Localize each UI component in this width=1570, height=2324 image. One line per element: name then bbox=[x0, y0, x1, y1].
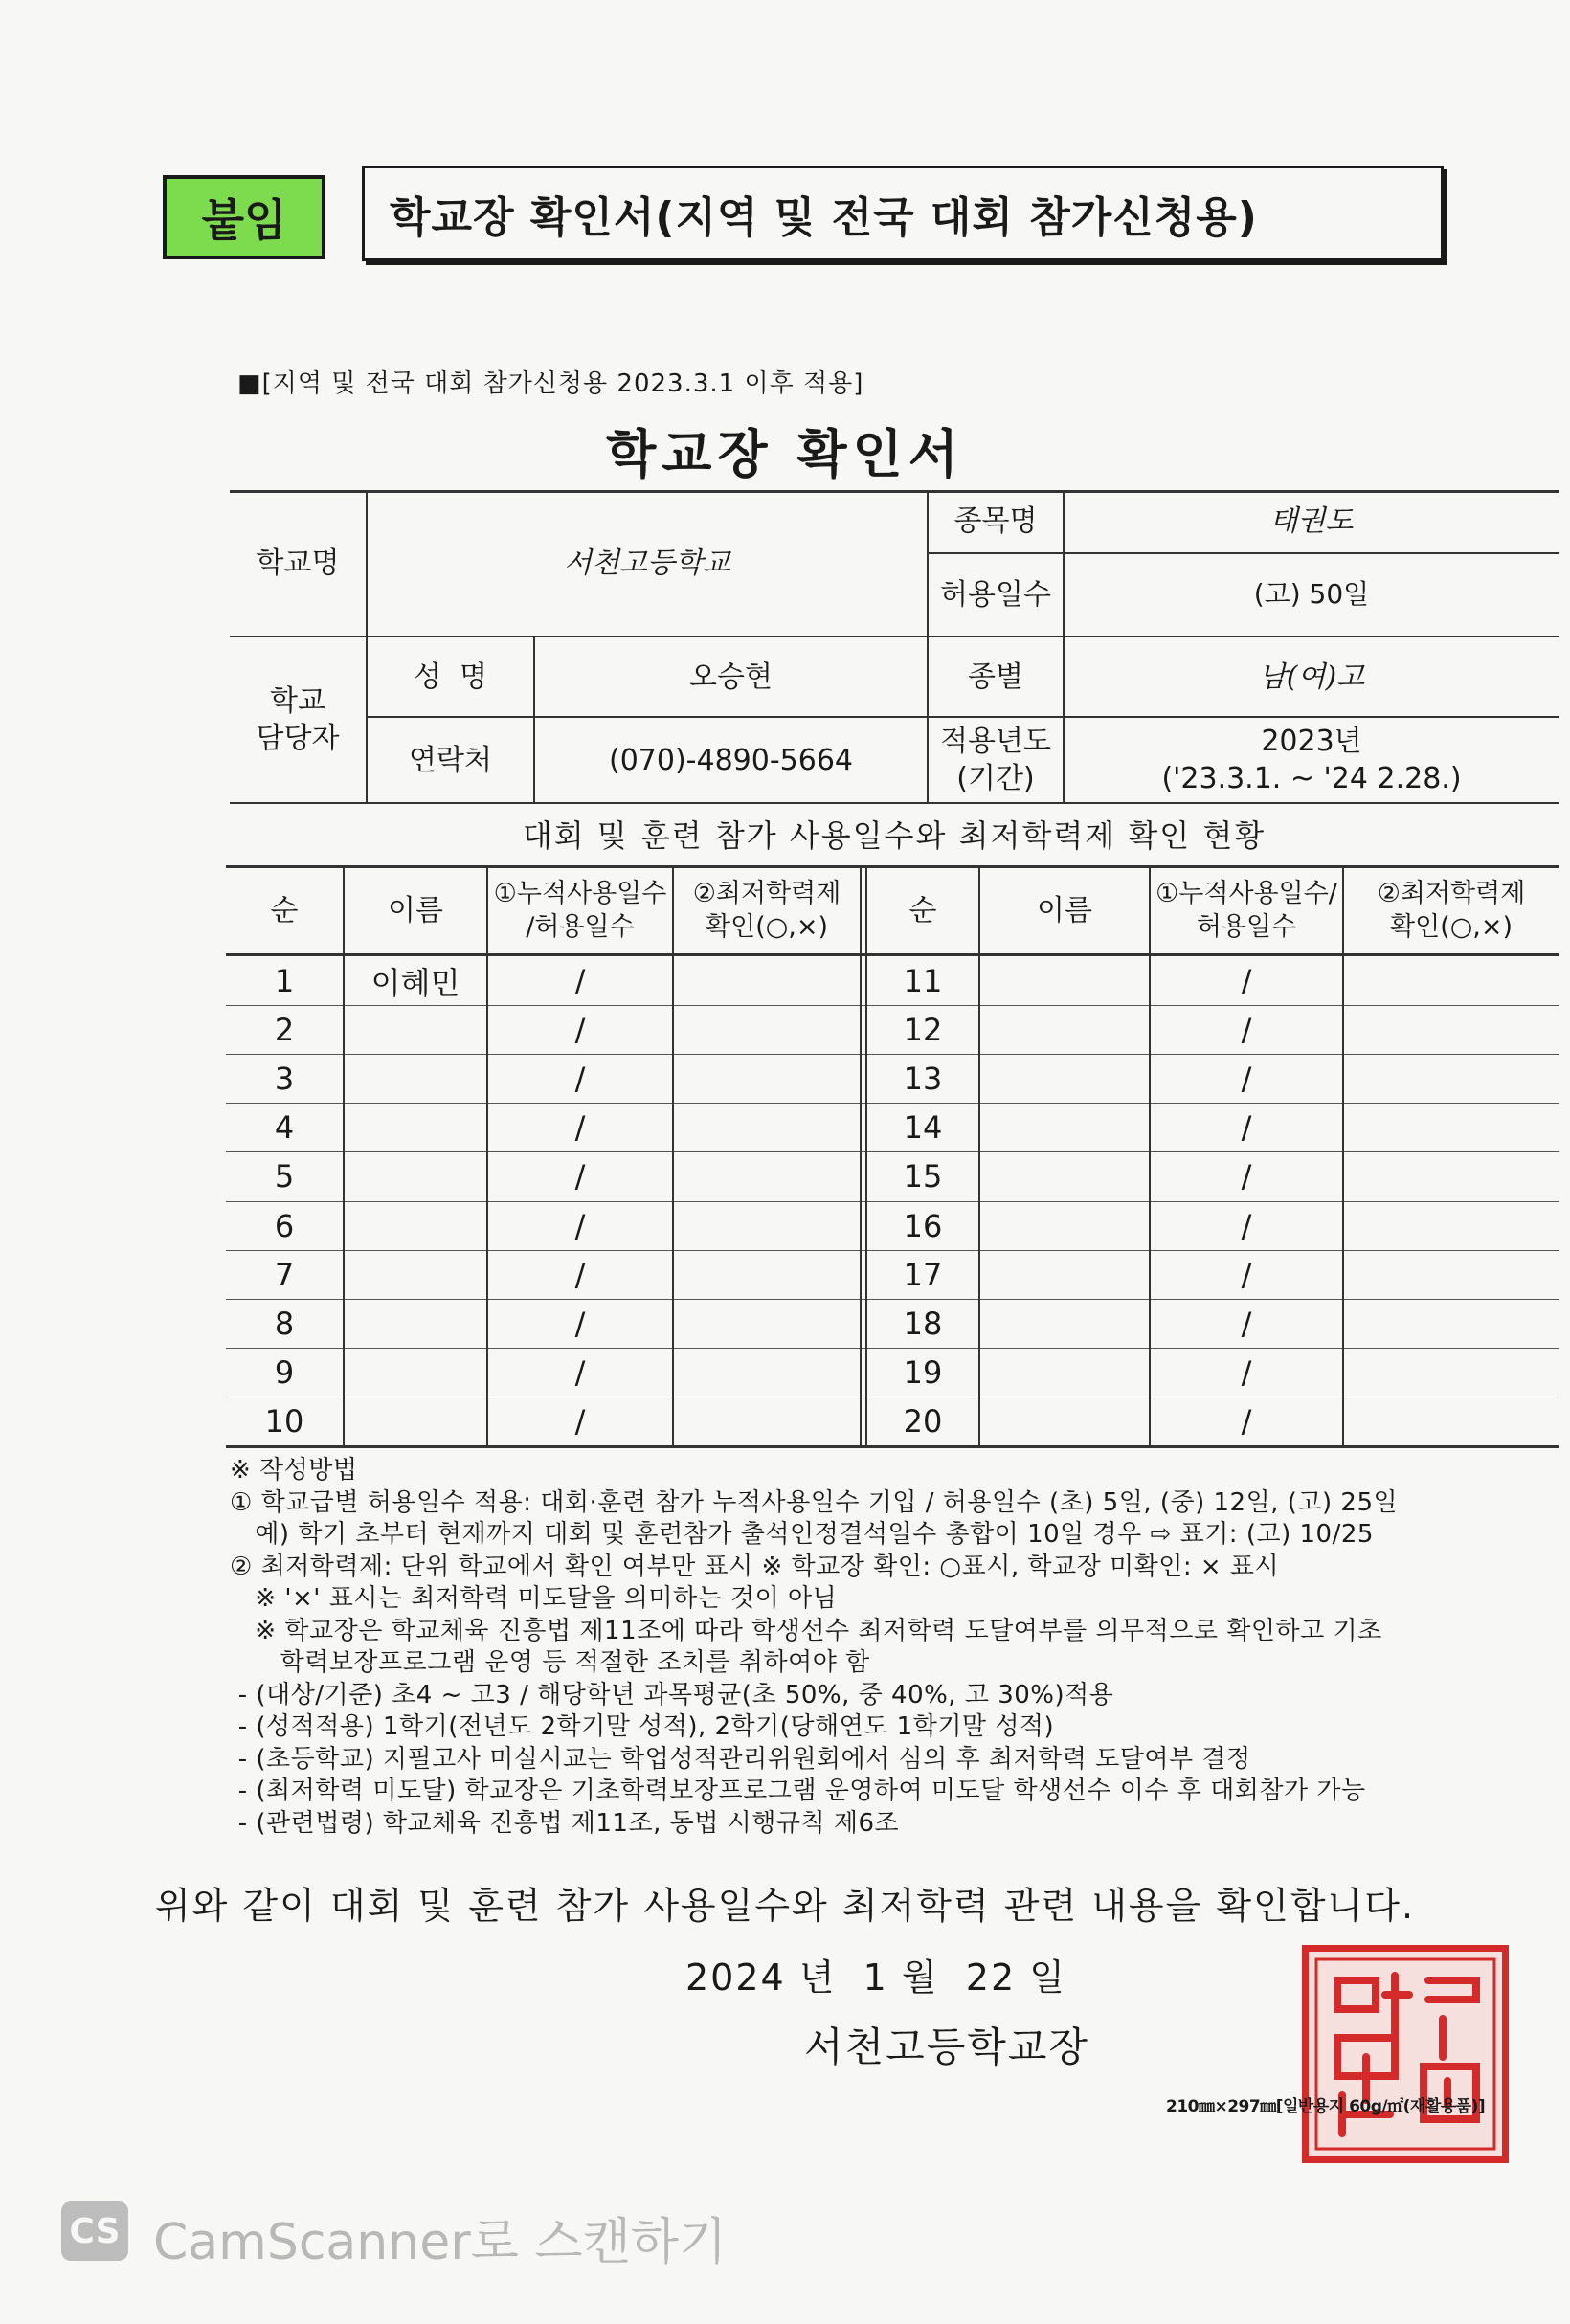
school-name-label: 학교명 bbox=[256, 546, 340, 580]
school-name-value: 서천고등학교 bbox=[564, 546, 730, 580]
record-right-5-days: / bbox=[1241, 1157, 1252, 1195]
record-left-1-days: / bbox=[574, 962, 586, 999]
col-header-days-left: ①누적사용일수 /허용일수 bbox=[493, 878, 667, 942]
instruction-line: ② 최저학력제: 단위 학교에서 확인 여부만 표시 ※ 학교장 확인: ○표시, 학교장 미확인: × 표시 bbox=[230, 1552, 1280, 1581]
record-left-7-days: / bbox=[574, 1256, 586, 1293]
record-left-2-name bbox=[345, 1005, 486, 1054]
instruction-line: 학력보장프로그램 운영 등 적절한 조치를 취하여야 함 bbox=[230, 1648, 870, 1677]
record-right-10-name bbox=[980, 1397, 1149, 1445]
record-left-4-name bbox=[345, 1103, 486, 1151]
record-right-1-days: / bbox=[1241, 962, 1252, 999]
record-right-2-days: / bbox=[1241, 1011, 1252, 1048]
record-right-7-days: / bbox=[1241, 1256, 1252, 1293]
record-left-3-no: 3 bbox=[274, 1060, 295, 1097]
record-left-6-check bbox=[674, 1201, 860, 1250]
record-right-9-days: / bbox=[1241, 1353, 1252, 1391]
record-left-6-days: / bbox=[574, 1207, 586, 1244]
record-right-8-check bbox=[1344, 1299, 1559, 1348]
col-header-no-left: 순 bbox=[270, 893, 299, 927]
record-left-10-days: / bbox=[574, 1402, 586, 1440]
record-left-3-check bbox=[674, 1054, 860, 1103]
staff-label: 학교 담당자 bbox=[256, 684, 340, 755]
record-left-7-name bbox=[345, 1250, 486, 1299]
record-left-3-name bbox=[345, 1054, 486, 1103]
record-right-7-check bbox=[1344, 1250, 1559, 1299]
record-left-10-name bbox=[345, 1397, 486, 1445]
staff-name-value: 오승현 bbox=[689, 659, 773, 694]
record-right-2-check bbox=[1344, 1005, 1559, 1054]
year-label: 적용년도 (기간) bbox=[940, 725, 1051, 795]
record-right-8-days: / bbox=[1241, 1305, 1252, 1342]
record-right-6-days: / bbox=[1241, 1207, 1252, 1244]
record-right-4-no: 14 bbox=[903, 1108, 943, 1146]
record-left-7-check bbox=[674, 1250, 860, 1299]
instruction-line: - (초등학교) 지필고사 미실시교는 학업성적관리위원회에서 심의 후 최저학력 도달여부 결정 bbox=[230, 1744, 1251, 1774]
gender-value: 남(여)고 bbox=[1258, 659, 1365, 694]
col-header-check-right: ②최저학력제 확인(○,×) bbox=[1377, 878, 1526, 942]
record-right-1-check bbox=[1344, 956, 1559, 1005]
record-left-5-check bbox=[674, 1151, 860, 1200]
year-value: 2023년 ('23.3.1. ~ '24 2.28.) bbox=[1161, 725, 1462, 795]
col-header-check-left: ②최저학력제 확인(○,×) bbox=[692, 878, 841, 942]
record-right-8-no: 18 bbox=[903, 1305, 943, 1342]
record-left-4-no: 4 bbox=[274, 1108, 295, 1146]
allowed-days-value: (고) 50일 bbox=[1253, 578, 1370, 611]
col-header-no-right: 순 bbox=[908, 893, 937, 927]
record-left-9-days: / bbox=[574, 1353, 586, 1391]
record-left-9-check bbox=[674, 1348, 860, 1397]
record-right-6-no: 16 bbox=[903, 1207, 943, 1244]
record-left-8-check bbox=[674, 1299, 860, 1348]
seal-pattern bbox=[1309, 1952, 1502, 2156]
record-left-1-check bbox=[674, 956, 860, 1005]
record-left-8-days: / bbox=[574, 1305, 586, 1342]
confirmation-statement: 위와 같이 대회 및 훈련 참가 사용일수와 최저학력 관련 내용을 확인합니다. bbox=[154, 1885, 1416, 1927]
scanner-watermark: CamScanner로 스캔하기 bbox=[153, 2214, 728, 2271]
instruction-line: - (관련법령) 학교체육 진흥법 제11조, 동법 시행규칙 제6조 bbox=[230, 1808, 900, 1838]
record-right-2-no: 12 bbox=[903, 1011, 943, 1048]
record-right-4-name bbox=[980, 1103, 1149, 1151]
record-left-10-no: 10 bbox=[264, 1402, 304, 1440]
record-right-6-check bbox=[1344, 1201, 1559, 1250]
contact-label: 연락처 bbox=[409, 743, 492, 777]
instruction-line: ※ 학교장은 학교체육 진흥법 제11조에 따라 학생선수 최저학력 도달여부를 의무적으로 확인하고 기초 bbox=[230, 1616, 1382, 1645]
record-right-1-name bbox=[980, 956, 1149, 1005]
instruction-line: ※ 작성방법 bbox=[230, 1456, 358, 1485]
gender-label: 종별 bbox=[968, 659, 1023, 694]
instructions bbox=[230, 1455, 1551, 1840]
record-left-6-no: 6 bbox=[274, 1207, 295, 1244]
staff-name-label: 성 명 bbox=[413, 659, 488, 694]
record-right-9-no: 19 bbox=[903, 1353, 943, 1391]
record-left-8-no: 8 bbox=[274, 1305, 295, 1342]
record-left-4-check bbox=[674, 1103, 860, 1151]
official-seal-stamp bbox=[1302, 1945, 1509, 2163]
col-header-name-right: 이름 bbox=[1037, 893, 1092, 927]
col-header-days-right: ①누적사용일수/ 허용일수 bbox=[1155, 878, 1337, 942]
record-left-1-no: 1 bbox=[274, 962, 295, 999]
sport-label: 종목명 bbox=[953, 504, 1038, 538]
record-left-5-days: / bbox=[574, 1157, 586, 1195]
record-right-4-days: / bbox=[1241, 1108, 1252, 1146]
record-left-5-name bbox=[345, 1151, 486, 1200]
record-right-10-no: 20 bbox=[903, 1402, 943, 1440]
instruction-line: - (성적적용) 1학기(전년도 2학기말 성적), 2학기(당해연도 1학기말 성적) bbox=[230, 1712, 1055, 1741]
col-header-name-left: 이름 bbox=[388, 893, 443, 927]
record-left-2-check bbox=[674, 1005, 860, 1054]
record-right-10-check bbox=[1344, 1397, 1559, 1445]
attachment-tag: 붙임 bbox=[163, 175, 325, 259]
record-right-5-no: 15 bbox=[903, 1157, 943, 1195]
record-right-7-no: 17 bbox=[903, 1256, 943, 1293]
record-left-3-days: / bbox=[574, 1060, 586, 1097]
record-right-2-name bbox=[980, 1005, 1149, 1054]
record-right-1-no: 11 bbox=[903, 962, 943, 999]
record-right-9-name bbox=[980, 1348, 1149, 1397]
instruction-line: 예) 학기 초부터 현재까지 대회 및 훈련참가 출석인정결석일수 총합이 10일 경우 ⇨ 표기: (고) 10/25 bbox=[230, 1520, 1374, 1549]
record-right-9-check bbox=[1344, 1348, 1559, 1397]
record-left-9-name bbox=[345, 1348, 486, 1397]
record-left-5-no: 5 bbox=[274, 1157, 295, 1195]
record-right-10-days: / bbox=[1241, 1402, 1252, 1440]
contact-value: (070)-4890-5664 bbox=[608, 743, 853, 777]
record-right-7-name bbox=[980, 1250, 1149, 1299]
instruction-line: ※ '×' 표시는 최저학력 미도달을 의미하는 것이 아님 bbox=[230, 1584, 838, 1613]
record-left-2-days: / bbox=[574, 1011, 586, 1048]
instruction-line: - (대상/기준) 초4 ~ 고3 / 해당학년 과목평균(초 50%, 중 40%, 고 30%)적용 bbox=[230, 1680, 1114, 1709]
record-right-3-name bbox=[980, 1054, 1149, 1103]
instruction-line: - (최저학력 미도달) 학교장은 기초학력보장프로그램 운영하여 미도달 학생선수 이수 후 대회참가 가능 bbox=[230, 1777, 1366, 1805]
camscanner-logo-icon: CS bbox=[61, 2201, 128, 2261]
sport-value: 태권도 bbox=[1269, 504, 1354, 538]
section-title: 대회 및 훈련 참가 사용일수와 최저학력제 확인 현황 bbox=[522, 817, 1267, 854]
record-right-3-check bbox=[1344, 1054, 1559, 1103]
record-left-6-name bbox=[345, 1201, 486, 1250]
instruction-line: ① 학교급별 허용일수 적용: 대회·훈련 참가 누적사용일수 기입 / 허용일수 (초) 5일, (중) 12일, (고) 25일 bbox=[230, 1487, 1399, 1517]
record-left-9-no: 9 bbox=[274, 1353, 295, 1391]
allowed-days-label: 허용일수 bbox=[940, 578, 1051, 612]
record-left-10-check bbox=[674, 1397, 860, 1445]
record-right-6-name bbox=[980, 1201, 1149, 1250]
record-left-8-name bbox=[345, 1299, 486, 1348]
record-right-8-name bbox=[980, 1299, 1149, 1348]
record-right-5-name bbox=[980, 1151, 1149, 1200]
paper-spec: 210㎜×297㎜[일반용지 60g/㎡(재활용품)] bbox=[1166, 2097, 1486, 2116]
document-title: 학교장 확인서 bbox=[606, 424, 964, 484]
document-header-title: 학교장 확인서(지역 및 전국 대회 참가신청용) bbox=[362, 166, 1444, 261]
signature-date: 2024 년 1 월 22 일 bbox=[685, 1956, 1066, 1999]
record-left-4-days: / bbox=[574, 1108, 586, 1146]
applies-note: ■[지역 및 전국 대회 참가신청용 2023.3.1 이후 적용] bbox=[237, 369, 864, 398]
signature-school: 서천고등학교장 bbox=[804, 2023, 1090, 2070]
record-right-3-days: / bbox=[1241, 1060, 1252, 1097]
record-left-7-no: 7 bbox=[274, 1256, 295, 1293]
record-left-1-name: 이혜민 bbox=[370, 964, 460, 1001]
record-left-2-no: 2 bbox=[274, 1011, 295, 1048]
record-right-5-check bbox=[1344, 1151, 1559, 1200]
record-right-4-check bbox=[1344, 1103, 1559, 1151]
record-right-3-no: 13 bbox=[903, 1060, 943, 1097]
